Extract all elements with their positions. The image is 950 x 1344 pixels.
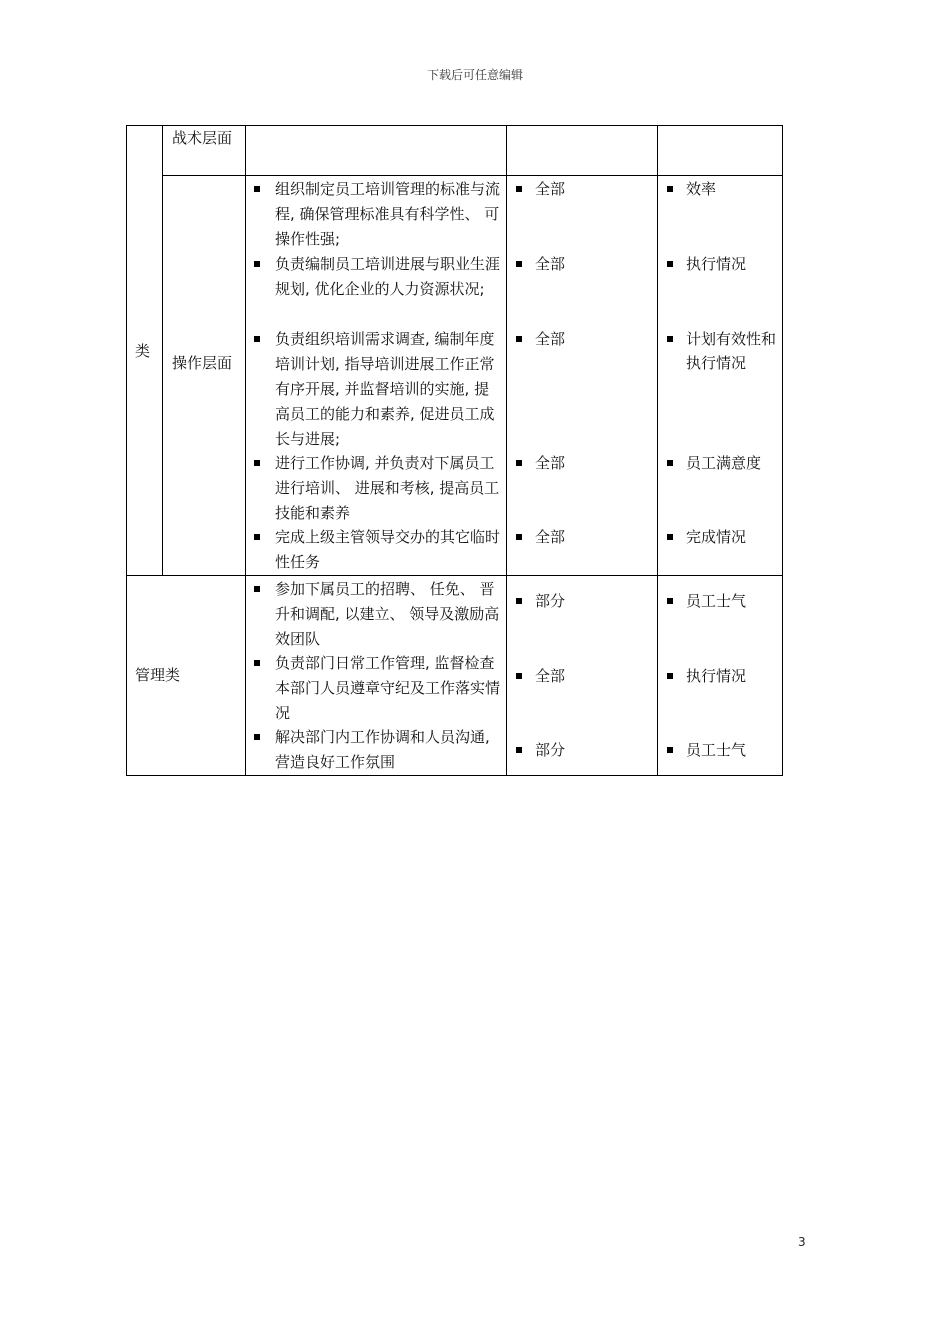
scope-value: 部分 (516, 738, 651, 762)
duty-item: 解决部门内工作协调和人员沟通, 营造良好工作氛围 (254, 725, 500, 775)
table-rule (657, 125, 658, 775)
square-bullet-icon (254, 186, 260, 192)
scope-value: 全部 (516, 664, 651, 688)
metric-value: 效率 (667, 177, 777, 201)
table-rule (245, 125, 246, 775)
scope-value: 全部 (516, 451, 651, 475)
square-bullet-icon (667, 186, 673, 192)
table-rule (506, 125, 507, 775)
table-rule (782, 125, 783, 775)
duty-item: 负责组织培训需求调查, 编制年度培训计划, 指导培训进展工作正常有序开展, 并监督培训的实施, 提高员工的能力和素养, 促进员工成长与进展; (254, 327, 500, 452)
square-bullet-icon (667, 336, 673, 342)
square-bullet-icon (254, 261, 260, 267)
metric-value: 员工士气 (667, 589, 777, 613)
management-category-label: 管理类 (135, 666, 181, 684)
scope-value: 全部 (516, 177, 651, 201)
square-bullet-icon (254, 734, 260, 740)
page-number: 3 (798, 1235, 806, 1249)
metric-value: 执行情况 (667, 664, 777, 688)
table-rule (162, 175, 783, 176)
square-bullet-icon (254, 534, 260, 540)
square-bullet-icon (667, 747, 673, 753)
square-bullet-icon (254, 336, 260, 342)
table-rule (126, 575, 783, 576)
square-bullet-icon (516, 747, 522, 753)
duty-item: 负责编制员工培训进展与职业生涯规划, 优化企业的人力资源状况; (254, 252, 500, 302)
square-bullet-icon (516, 186, 522, 192)
scope-value: 全部 (516, 525, 651, 549)
square-bullet-icon (667, 673, 673, 679)
metric-value: 员工满意度 (667, 451, 777, 475)
square-bullet-icon (667, 261, 673, 267)
scope-value: 全部 (516, 252, 651, 276)
square-bullet-icon (516, 673, 522, 679)
duty-item: 完成上级主管领导交办的其它临时性任务 (254, 525, 500, 575)
square-bullet-icon (516, 261, 522, 267)
header-note: 下载后可任意编辑 (426, 68, 523, 82)
scope-value: 全部 (516, 327, 651, 351)
square-bullet-icon (516, 598, 522, 604)
metric-value: 执行情况 (667, 252, 777, 276)
metric-value: 计划有效性和执行情况 (667, 327, 777, 375)
metric-value: 员工士气 (667, 738, 777, 762)
duty-item: 进行工作协调, 并负责对下属员工进行培训、 进展和考核, 提高员工技能和素养 (254, 451, 500, 526)
square-bullet-icon (254, 460, 260, 466)
scope-value: 部分 (516, 589, 651, 613)
square-bullet-icon (667, 534, 673, 540)
square-bullet-icon (516, 336, 522, 342)
square-bullet-icon (667, 598, 673, 604)
square-bullet-icon (667, 460, 673, 466)
duty-item: 组织制定员工培训管理的标准与流程, 确保管理标准具有科学性、 可操作性强; (254, 177, 500, 252)
square-bullet-icon (516, 534, 522, 540)
table-rule (126, 775, 783, 776)
operational-level-label: 操作层面 (172, 354, 233, 372)
table-rule (162, 125, 163, 575)
duty-item: 参加下属员工的招聘、 任免、 晋升和调配, 以建立、 领导及激励高效团队 (254, 577, 500, 652)
duty-item: 负责部门日常工作管理, 监督检查本部门人员遵章守纪及工作落实情况 (254, 651, 500, 726)
square-bullet-icon (254, 586, 260, 592)
square-bullet-icon (254, 660, 260, 666)
table-rule (126, 125, 127, 775)
tactical-level-label: 战术层面 (172, 129, 233, 147)
category-label: 类 (135, 342, 151, 360)
square-bullet-icon (516, 460, 522, 466)
metric-value: 完成情况 (667, 525, 777, 549)
